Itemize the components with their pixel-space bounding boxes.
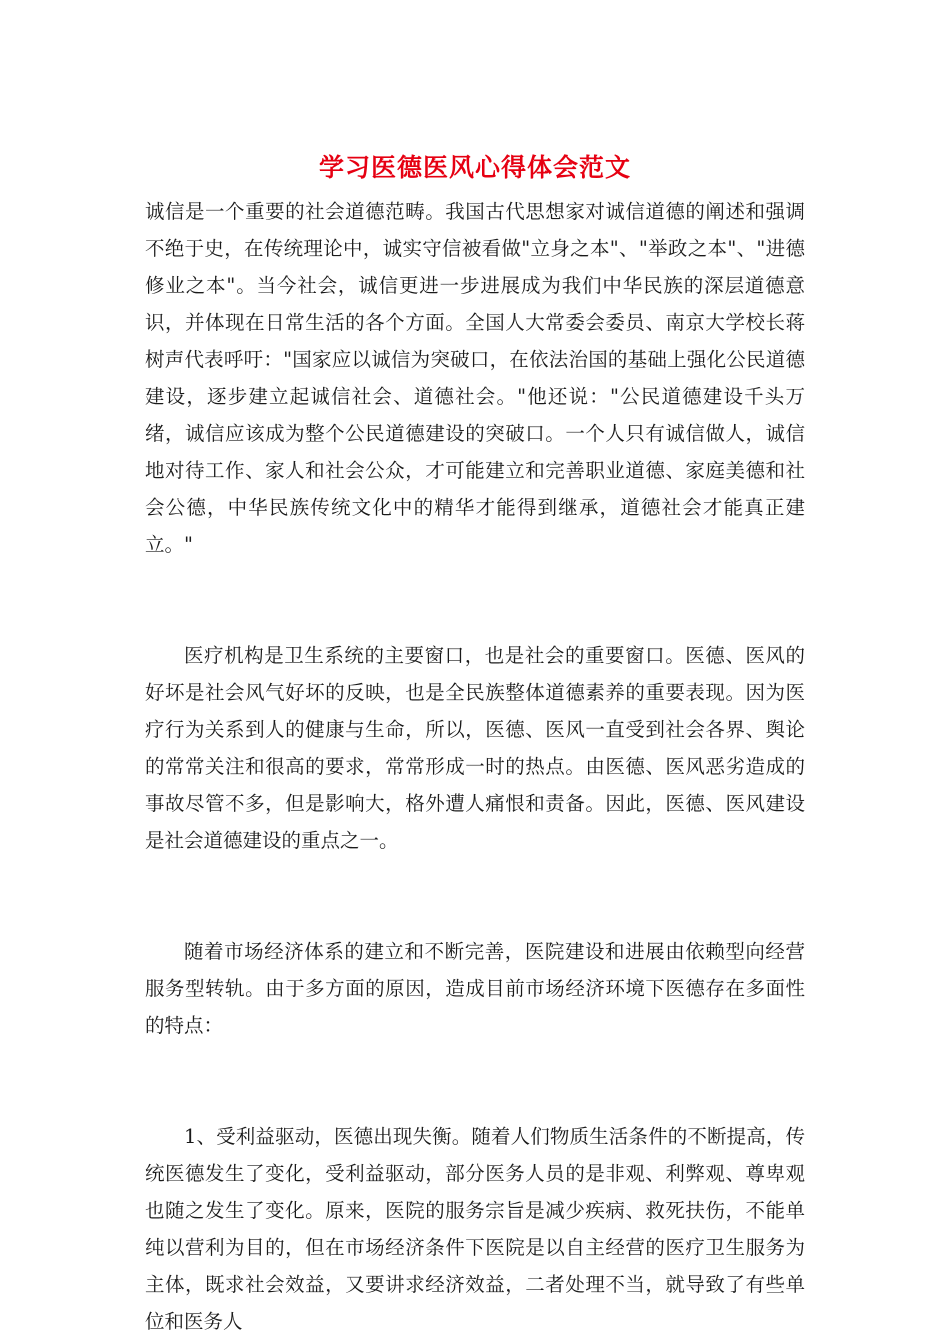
paragraph-spacer: [145, 563, 805, 637]
document-title: 学习医德医风心得体会范文: [318, 153, 631, 182]
paragraph-spacer: [145, 859, 805, 933]
paragraph-integrity: 诚信是一个重要的社会道德范畴。我国古代思想家对诚信道德的阐述和强调不绝于史，在传统理论中，诚实守信被看做"立身之本"、"举政之本"、"进德修业之本"。当今社会，诚信更进一步进展成为我们中华民族的深层道德意识，并体现在日常生活的各个方面。全国人大常委会委员、南京大学校长蒋树声代表呼吁："国家应以诚信为突破口，在依法治国的基础上强化公民道德建设，逐步建立起诚信社会、道德社会。"他还说："公民道德建设千头万绪，诚信应该成为整个公民道德建设的突破口。一个人只有诚信做人，诚信地对待工作、家人和社会公众，才可能建立和完善职业道德、家庭美德和社会公德，中华民族传统文化中的精华才能得到继承，道德社会才能真正建立。": [145, 200, 805, 556]
paragraph-medical-institutions: 医疗机构是卫生系统的主要窗口，也是社会的重要窗口。医德、医风的好坏是社会风气好坏的反映，也是全民族整体道德素养的重要表现。因为医疗行为关系到人的健康与生命，所以，医德、医风一直受到社会各界、舆论的常常关注和很高的要求，常常形成一时的热点。由医德、医风恶劣造成的事故尽管不多，但是影响大，格外遭人痛恨和责备。因此，医德、医风建设是社会道德建设的重点之一。: [145, 644, 805, 852]
document-body: [145, 193, 805, 1340]
paragraph-point-one: 1、受利益驱动，医德出现失衡。随着人们物质生活条件的不断提高，传统医德发生了变化，受利益驱动，部分医务人员的是非观、利弊观、尊卑观也随之发生了变化。原来，医院的服务宗旨是减少疾病、救死扶伤，不能单纯以营利为目的，但在市场经济条件下医院是以自主经营的医疗卫生服务为主体，既求社会效益，又要讲求经济效益，二者处理不当，就导致了有些单位和医务人: [145, 1125, 805, 1333]
paragraph-spacer: [145, 1044, 805, 1118]
paragraph-market-economy: 随着市场经济体系的建立和不断完善，医院建设和进展由依赖型向经营服务型转轨。由于多方面的原因，造成目前市场经济环境下医德存在多面性的特点：: [145, 940, 805, 1037]
